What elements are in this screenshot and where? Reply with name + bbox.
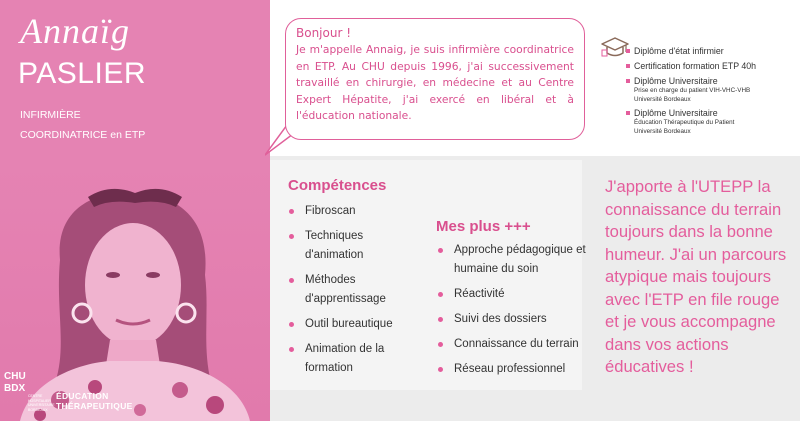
- profile-panel: [0, 0, 270, 421]
- bullet: [626, 64, 630, 68]
- diploma-item: [626, 61, 756, 72]
- job-title-line2: COORDINATRICE en ETP: [20, 129, 146, 141]
- diploma-item: [626, 76, 756, 104]
- bullet: [438, 342, 443, 347]
- diploma-title: Diplôme Universitaire: [634, 108, 718, 118]
- list-item: Fibroscan: [288, 202, 418, 221]
- list-item: Animation de la formation: [288, 340, 418, 378]
- competences-list: [288, 202, 418, 384]
- logo-chu: CHU BDX: [4, 371, 26, 394]
- closing-statement: J'apporte à l'UTEPP la connaissance du terrain toujours dans la bonne humeur. J'ai un parcours atypique mais toujours avec l'ETP en file rouge et je vous accompagne dans vos actions éducatives !: [605, 177, 787, 376]
- job-title-line1: INFIRMIÈRE: [20, 109, 81, 121]
- bullet: [289, 209, 294, 214]
- greeting: Bonjour !: [296, 26, 352, 40]
- competences-heading: Compétences: [288, 177, 387, 194]
- diploma-item: [626, 108, 756, 136]
- chu-logo: [4, 371, 133, 419]
- bullet: [438, 317, 443, 322]
- bullet: [289, 234, 294, 239]
- first-name: Annaïg: [20, 11, 130, 51]
- bullet: [289, 278, 294, 283]
- list-item: Réseau professionnel: [437, 360, 587, 379]
- list-item: Approche pédagogique et humaine du soin: [437, 241, 587, 279]
- diploma-list: [626, 46, 756, 140]
- bullet: [289, 322, 294, 327]
- plus-list: [437, 241, 587, 385]
- diploma-item: [626, 46, 756, 57]
- list-item: Méthodes d'apprentissage: [288, 271, 418, 309]
- last-name: PASLIER: [18, 57, 146, 90]
- diploma-detail: Prise en charge du patient VIH-VHC-VHB: [634, 87, 751, 94]
- intro-text: Je m'appelle Annaig, je suis infirmière coordinatrice en ETP. Au CHU depuis 1996, j'ai successivement travaillé en chirurgie, en médecine et au Centre Expert Hépatite, j'ai exercé en libéral et à l'éducation nationale.: [296, 43, 574, 122]
- diploma-title: Diplôme d'état infirmier: [634, 46, 724, 56]
- bullet: [626, 49, 630, 53]
- list-item: Suivi des dossiers: [437, 310, 587, 329]
- bullet: [626, 79, 630, 83]
- list-item: Connaissance du terrain: [437, 335, 587, 354]
- diploma-detail: Éducation Thérapeutique du Patient: [634, 119, 735, 126]
- list-item: Outil bureautique: [288, 315, 418, 334]
- diploma-university: Université Bordeaux: [634, 95, 691, 103]
- diploma-title: Certification formation ETP 40h: [634, 61, 757, 71]
- list-item: Techniques d'animation: [288, 227, 418, 265]
- bullet: [626, 111, 630, 115]
- logo-education: ÉDUCATION THÉRAPEUTIQUE: [56, 391, 133, 411]
- list-item: Réactivité: [437, 285, 587, 304]
- diploma-title: Diplôme Universitaire: [634, 76, 718, 86]
- speech-bubble: [285, 18, 585, 140]
- diploma-university: Université Bordeaux: [634, 127, 691, 135]
- plus-heading: Mes plus +++: [436, 218, 531, 235]
- bullet: [289, 347, 294, 352]
- logo-subtitle: CENTRE HOSPITALIER UNIVERSITAIRE BORDEAUX: [28, 394, 55, 412]
- bullet: [438, 367, 443, 372]
- job-title: [20, 105, 145, 145]
- bullet: [438, 292, 443, 297]
- bullet: [438, 248, 443, 253]
